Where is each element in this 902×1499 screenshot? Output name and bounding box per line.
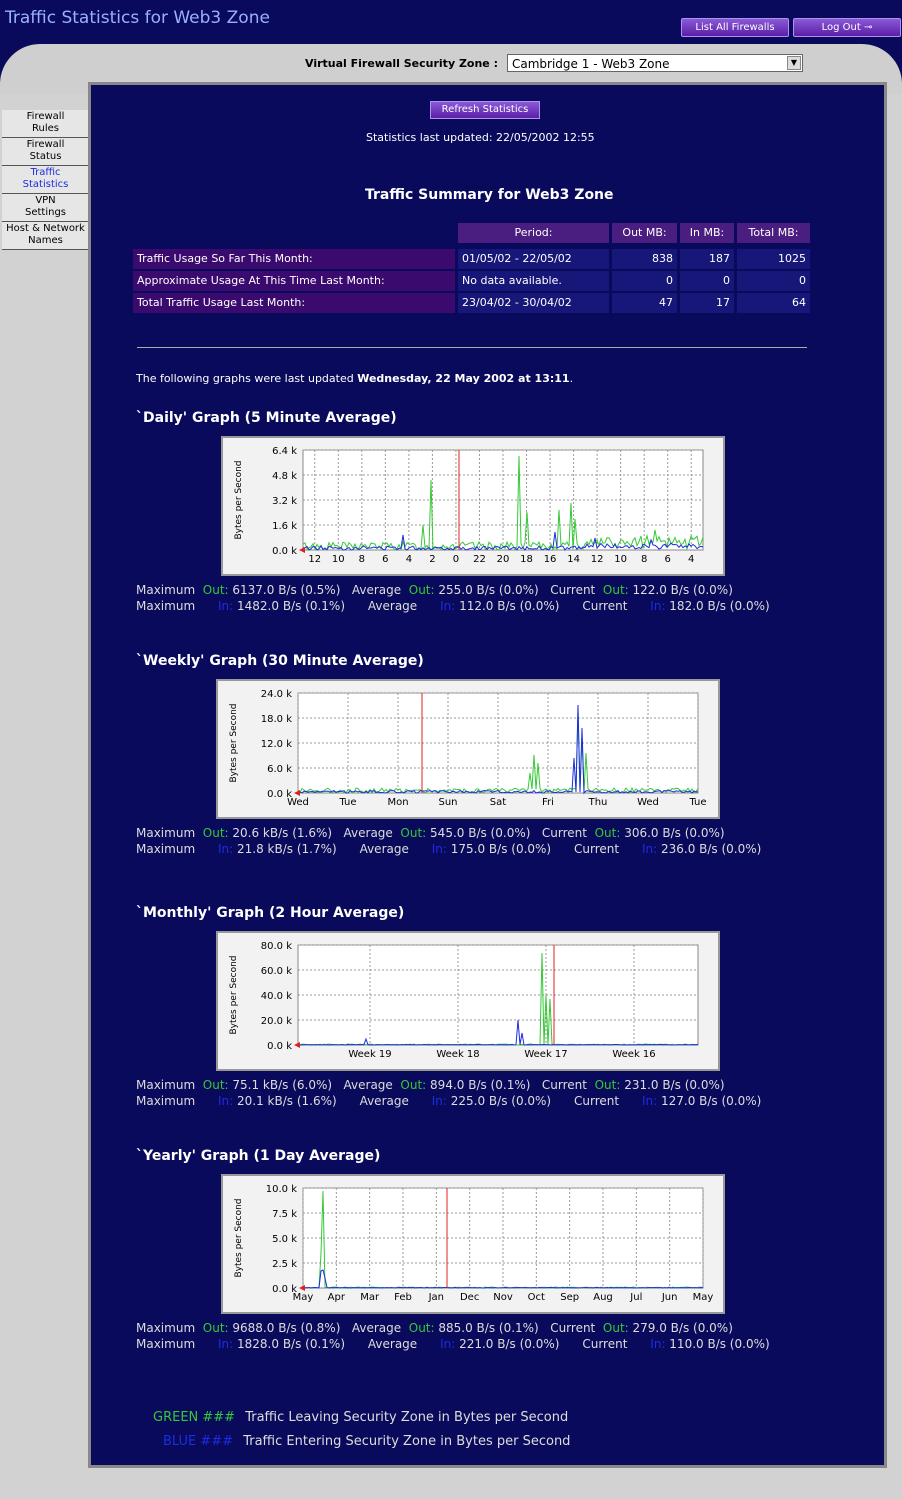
x-tick-label: 6 [664, 554, 671, 565]
stat-value: 182.0 B/s (0.0%) [665, 599, 770, 613]
x-tick-label: 10 [331, 554, 345, 565]
stat-value: 122.0 B/s (0.0%) [628, 583, 733, 597]
stat-value: 21.8 kB/s (1.7%) [233, 842, 360, 856]
summary-in: 17 [680, 293, 734, 313]
x-tick-label: Week 19 [348, 1049, 392, 1060]
key-icon: ⊸ [863, 22, 873, 33]
zone-select[interactable] [507, 54, 803, 72]
sidebar-item-label: Traffic [30, 167, 61, 178]
stat-value: 127.0 B/s (0.0%) [657, 1094, 762, 1108]
legend-blue-tag: BLUE ### [163, 1434, 234, 1449]
x-tick-label: 0 [452, 554, 460, 565]
stat-out-tag: Out: [594, 826, 621, 840]
x-tick-label: Jan [428, 1292, 445, 1303]
x-tick-label: Sat [489, 797, 507, 808]
stat-label: Maximum [136, 826, 203, 840]
stat-in-tag: In: [641, 1094, 658, 1108]
sidebar-item-firewall-rules[interactable] [2, 110, 89, 138]
sidebar-item-label: Status [29, 151, 62, 162]
y-tick-label: 0.0 k [267, 1041, 292, 1052]
graphs-updated-suffix: . [569, 372, 574, 385]
x-tick-label: Fri [542, 797, 554, 808]
x-tick-label: Mon [387, 797, 409, 808]
y-tick-label: 2.5 k [272, 1259, 297, 1270]
stat-value: 225.0 B/s (0.0%) [446, 1094, 574, 1108]
y-tick-label: 0.0 k [272, 546, 297, 557]
y-tick-label: 24.0 k [260, 689, 292, 700]
x-tick-label: May [692, 1292, 714, 1303]
x-tick-label: 16 [543, 554, 557, 565]
graph-stats-out [136, 583, 733, 597]
traffic-graph [221, 1174, 725, 1314]
x-tick-label: 2 [429, 554, 436, 565]
legend-green-tag: GREEN ### [153, 1410, 236, 1425]
graph-title: `Daily' Graph (5 Minute Average) [136, 410, 397, 426]
y-tick-label: 6.0 k [267, 764, 292, 775]
stat-out-tag: Out: [594, 1078, 621, 1092]
stat-out-tag: Out: [408, 583, 435, 597]
stat-label: Current [582, 1337, 651, 1351]
y-tick-label: 10.0 k [265, 1184, 297, 1195]
stat-value: 9688.0 B/s (0.8%) [228, 1321, 352, 1335]
summary-header: Out MB: [612, 223, 677, 243]
stat-label: Current [574, 1094, 642, 1108]
stat-label: Average [367, 1337, 441, 1351]
stat-in-tag: In: [218, 1094, 234, 1108]
x-tick-label: Wed [287, 797, 309, 808]
sidebar [2, 110, 89, 250]
x-tick-label: 22 [473, 554, 486, 565]
sidebar-item-label: Names [28, 235, 63, 246]
stat-out-tag: Out: [400, 1078, 427, 1092]
x-tick-label: Dec [459, 1292, 480, 1303]
summary-header: Period: [458, 223, 609, 243]
legend-green-text: Traffic Leaving Security Zone in Bytes per Second [245, 1410, 569, 1425]
stat-value: 894.0 B/s (0.1%) [426, 1078, 542, 1092]
stat-label: Maximum [136, 1337, 219, 1351]
stat-out-tag: Out: [602, 583, 629, 597]
y-tick-label: 0.0 k [267, 789, 292, 800]
origin-marker [299, 1285, 305, 1291]
graphs-updated-note [136, 372, 573, 385]
stat-in-tag: In: [440, 1337, 456, 1351]
x-tick-label: Jul [630, 1292, 643, 1303]
stat-label: Maximum [136, 1078, 203, 1092]
refresh-statistics-button[interactable]: Refresh Statistics [430, 101, 540, 119]
graph-stats-in [136, 1337, 770, 1351]
summary-header: Total MB: [737, 223, 810, 243]
graph-title: `Weekly' Graph (30 Minute Average) [136, 653, 424, 669]
stat-value: 306.0 B/s (0.0%) [620, 826, 725, 840]
summary-total: 64 [737, 293, 810, 313]
x-tick-label: Tue [689, 797, 707, 808]
stat-label: Maximum [136, 583, 203, 597]
chevron-down-icon: ▼ [787, 56, 801, 70]
stat-out-tag: Out: [202, 583, 229, 597]
x-tick-label: 8 [358, 554, 366, 565]
stat-in-tag: In: [218, 1337, 234, 1351]
graph-svg [218, 681, 718, 817]
legend-in [163, 1434, 570, 1449]
zone-select-value: Cambridge 1 - Web3 Zone [512, 57, 670, 71]
stat-out-tag: Out: [400, 826, 427, 840]
stat-value: 6137.0 B/s (0.5%) [228, 583, 352, 597]
stat-value: 1482.0 B/s (0.1%) [233, 599, 368, 613]
stat-label: Average [351, 583, 409, 597]
x-tick-label: Mar [360, 1292, 380, 1303]
stat-in-tag: In: [440, 599, 456, 613]
stat-label: Average [351, 1321, 409, 1335]
stat-value: 221.0 B/s (0.0%) [455, 1337, 583, 1351]
summary-row-label: Traffic Usage So Far This Month: [133, 249, 455, 269]
stat-label: Average [359, 1094, 432, 1108]
y-tick-label: 0.0 k [272, 1284, 297, 1295]
y-tick-label: 3.2 k [272, 496, 297, 507]
stat-in-tag: In: [431, 1094, 447, 1108]
legend-out [153, 1410, 568, 1425]
stat-in-tag: In: [431, 842, 447, 856]
x-tick-label: Week 16 [612, 1049, 656, 1060]
x-tick-label: 18 [520, 554, 533, 565]
stat-label: Current [582, 599, 651, 613]
x-tick-label: Thu [588, 797, 608, 808]
stat-value: 20.1 kB/s (1.6%) [233, 1094, 360, 1108]
y-tick-label: 4.8 k [272, 471, 297, 482]
stat-out-tag: Out: [202, 1321, 229, 1335]
stat-value: 236.0 B/s (0.0%) [657, 842, 762, 856]
x-tick-label: 12 [308, 554, 322, 565]
summary-total: 0 [737, 271, 810, 291]
stat-label: Average [343, 1078, 401, 1092]
graph-stats-in [136, 842, 761, 856]
stat-label: Average [359, 842, 432, 856]
sidebar-item-label: Firewall [26, 139, 65, 150]
x-tick-label: 8 [640, 554, 648, 565]
sidebar-item-label: Firewall [26, 111, 65, 122]
stat-value: 20.6 kB/s (1.6%) [228, 826, 344, 840]
stat-in-tag: In: [650, 1337, 666, 1351]
y-tick-label: 12.0 k [260, 739, 292, 750]
stat-label: Maximum [136, 599, 219, 613]
stat-label: Maximum [136, 842, 219, 856]
summary-title: Traffic Summary for Web3 Zone [365, 187, 614, 203]
stat-in-tag: In: [641, 842, 658, 856]
x-tick-label: Week 18 [436, 1049, 480, 1060]
zone-label: Virtual Firewall Security Zone : [305, 57, 498, 70]
x-tick-label: 10 [614, 554, 628, 565]
x-tick-label: 12 [590, 554, 604, 565]
stat-value: 255.0 B/s (0.0%) [434, 583, 551, 597]
page-title: Traffic Statistics for Web3 Zone [5, 8, 270, 28]
y-tick-label: 6.4 k [272, 446, 297, 457]
traffic-graph [216, 679, 720, 819]
log-out-label: Log Out [821, 22, 861, 33]
summary-period: 23/04/02 - 30/04/02 [458, 293, 609, 313]
graphs-updated-prefix: The following graphs were last updated [136, 372, 358, 385]
graphs-updated-date: Wednesday, 22 May 2002 at 13:11 [357, 372, 570, 385]
last-updated: Statistics last updated: 22/05/2002 12:55 [366, 131, 595, 144]
stat-in-tag: In: [218, 599, 234, 613]
x-tick-label: Apr [327, 1292, 345, 1303]
list-all-firewalls-button[interactable]: List All Firewalls [681, 18, 789, 37]
stat-label: Current [541, 826, 595, 840]
sidebar-item-label: VPN [35, 195, 56, 206]
x-tick-label: 14 [567, 554, 580, 565]
origin-marker [294, 1042, 300, 1048]
x-tick-label: Nov [493, 1292, 513, 1303]
sidebar-item-label: Statistics [22, 179, 69, 190]
stat-label: Current [550, 1321, 603, 1335]
y-tick-label: 5.0 k [272, 1234, 297, 1245]
stat-value: 279.0 B/s (0.0%) [628, 1321, 733, 1335]
graph-title: `Yearly' Graph (1 Day Average) [136, 1148, 381, 1164]
summary-out: 0 [612, 271, 677, 291]
sidebar-item-label: Host & Network [6, 223, 85, 234]
y-axis-label: Bytes per Second [229, 703, 239, 783]
sidebar-item-host-network-names[interactable] [2, 222, 89, 250]
graph-stats-out [136, 1078, 725, 1092]
stat-value: 175.0 B/s (0.0%) [446, 842, 574, 856]
summary-period: No data available. [458, 271, 609, 291]
stat-in-tag: In: [218, 842, 234, 856]
graph-stats-in [136, 599, 770, 613]
traffic-graph [221, 436, 725, 576]
graph-stats-out [136, 826, 725, 840]
y-tick-label: 80.0 k [260, 941, 292, 952]
sidebar-item-firewall-status[interactable] [2, 138, 89, 166]
sidebar-item-label: Rules [32, 123, 59, 134]
graph-stats-out [136, 1321, 733, 1335]
x-tick-label: Oct [527, 1292, 545, 1303]
y-tick-label: 1.6 k [272, 521, 297, 532]
log-out-button[interactable] [793, 18, 901, 37]
stat-in-tag: In: [650, 599, 666, 613]
graph-svg [223, 438, 723, 574]
stat-label: Current [574, 842, 642, 856]
y-tick-label: 60.0 k [260, 966, 292, 977]
stat-value: 885.0 B/s (0.1%) [434, 1321, 551, 1335]
stat-value: 1828.0 B/s (0.1%) [233, 1337, 368, 1351]
stat-value: 545.0 B/s (0.0%) [426, 826, 542, 840]
sidebar-item-traffic-statistics[interactable] [2, 166, 89, 194]
graph-title: `Monthly' Graph (2 Hour Average) [136, 905, 405, 921]
legend-blue-text: Traffic Entering Security Zone in Bytes per Second [243, 1434, 571, 1449]
x-tick-label: 20 [496, 554, 510, 565]
x-tick-label: 6 [382, 554, 389, 565]
stat-label: Current [541, 1078, 595, 1092]
stat-label: Maximum [136, 1321, 203, 1335]
y-axis-label: Bytes per Second [234, 1198, 244, 1278]
x-tick-label: May [292, 1292, 314, 1303]
summary-header: In MB: [680, 223, 734, 243]
summary-period: 01/05/02 - 22/05/02 [458, 249, 609, 269]
x-tick-label: 4 [405, 554, 413, 565]
x-tick-label: Sep [560, 1292, 580, 1303]
summary-row-label: Total Traffic Usage Last Month: [133, 293, 455, 313]
stat-out-tag: Out: [602, 1321, 629, 1335]
summary-out: 838 [612, 249, 677, 269]
sidebar-item-vpn-settings[interactable] [2, 194, 89, 222]
sidebar-item-label: Settings [24, 207, 66, 218]
x-tick-label: Aug [593, 1292, 613, 1303]
origin-marker [294, 790, 300, 796]
stat-label: Average [343, 826, 401, 840]
stat-out-tag: Out: [202, 1078, 229, 1092]
x-tick-label: Sun [438, 797, 458, 808]
graph-svg [218, 933, 718, 1069]
summary-out: 47 [612, 293, 677, 313]
traffic-graph [216, 931, 720, 1071]
x-tick-label: Feb [394, 1292, 412, 1303]
summary-total: 1025 [737, 249, 810, 269]
stat-value: 110.0 B/s (0.0%) [665, 1337, 770, 1351]
y-tick-label: 18.0 k [260, 714, 292, 725]
summary-in: 0 [680, 271, 734, 291]
stat-label: Average [367, 599, 441, 613]
y-tick-label: 40.0 k [260, 991, 292, 1002]
stat-value: 75.1 kB/s (6.0%) [228, 1078, 344, 1092]
y-axis-label: Bytes per Second [229, 955, 239, 1035]
summary-row-label: Approximate Usage At This Time Last Month: [133, 271, 455, 291]
divider [137, 347, 807, 348]
graph-svg [223, 1176, 723, 1312]
graph-stats-in [136, 1094, 761, 1108]
stat-value: 112.0 B/s (0.0%) [455, 599, 583, 613]
x-tick-label: Wed [637, 797, 659, 808]
stat-out-tag: Out: [202, 826, 229, 840]
x-tick-label: Tue [339, 797, 357, 808]
stat-value: 231.0 B/s (0.0%) [620, 1078, 725, 1092]
x-tick-label: Week 17 [524, 1049, 568, 1060]
origin-marker [299, 547, 305, 553]
stat-out-tag: Out: [408, 1321, 435, 1335]
y-tick-label: 20.0 k [260, 1016, 292, 1027]
x-tick-label: Jun [661, 1292, 678, 1303]
x-tick-label: 4 [688, 554, 695, 565]
y-tick-label: 7.5 k [272, 1209, 297, 1220]
y-axis-label: Bytes per Second [234, 460, 244, 540]
summary-in: 187 [680, 249, 734, 269]
stat-label: Current [550, 583, 603, 597]
stat-label: Maximum [136, 1094, 219, 1108]
